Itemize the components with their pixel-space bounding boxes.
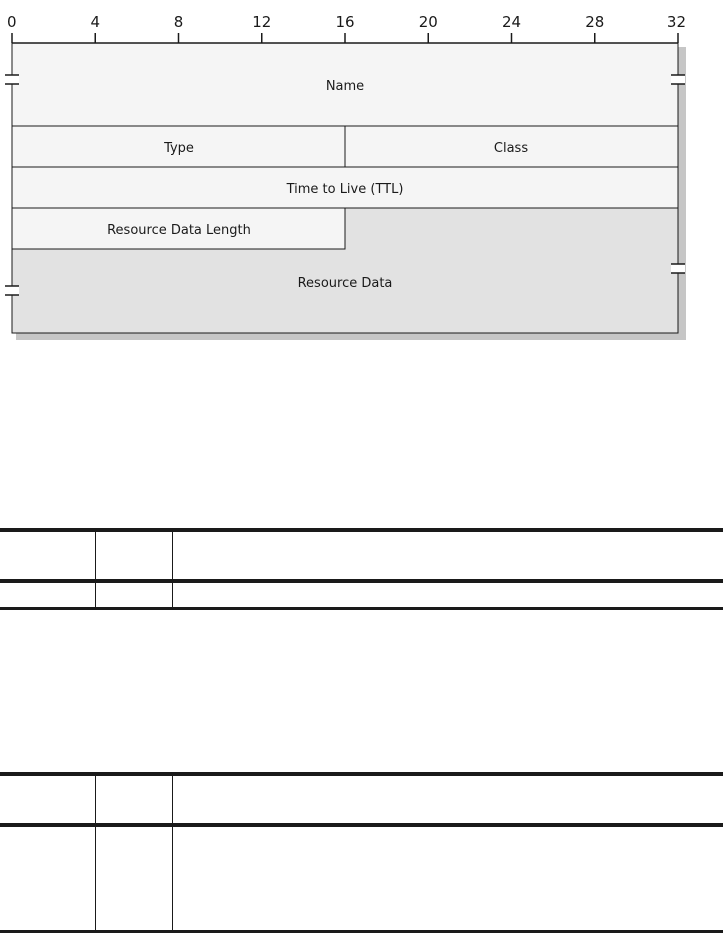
bit-tick-label: 20 (418, 13, 438, 31)
table-cell (0, 825, 96, 932)
table-header-cell (96, 774, 173, 825)
break-mark-rdata-left (5, 286, 19, 295)
bit-tick-label: 24 (501, 13, 522, 31)
table-cell (173, 825, 723, 932)
field-name-label: Name (325, 79, 365, 94)
field-class-label: Class (493, 141, 529, 156)
bit-tick-labels (7, 13, 686, 31)
break-mark-name-right (671, 75, 685, 84)
table-header-cell (173, 530, 723, 581)
field-ttl-label: Time to Live (TTL) (286, 182, 404, 197)
table-header-cell (173, 774, 723, 825)
bit-tick-label: 16 (335, 13, 355, 31)
bit-tick-label: 0 (7, 13, 17, 31)
field-rdata-label: Resource Data (297, 276, 393, 291)
table-cell (96, 581, 173, 609)
table-row (0, 825, 723, 932)
bit-tick-label: 4 (90, 13, 101, 31)
field-table-2 (0, 772, 723, 933)
break-mark-rdata-right (671, 264, 685, 273)
table-header-row (0, 774, 723, 825)
table-cell (0, 581, 96, 609)
bit-tick-label: 8 (173, 13, 184, 31)
break-mark-name-left (5, 75, 19, 84)
field-rdlength-label: Resource Data Length (107, 223, 251, 238)
table-cell (173, 581, 723, 609)
bit-tick-label: 32 (666, 13, 686, 31)
table-header-cell (0, 774, 96, 825)
field-type-label: Type (164, 141, 194, 156)
table-cell (96, 825, 173, 932)
table-header-cell (96, 530, 173, 581)
bit-tick-label: 28 (585, 13, 605, 31)
table-header-cell (0, 530, 96, 581)
resource-record-format-diagram (0, 0, 723, 345)
field-table-1 (0, 528, 723, 610)
bit-ticks (12, 33, 678, 43)
table-header-row (0, 530, 723, 581)
bit-tick-label: 12 (252, 13, 272, 31)
table-row (0, 581, 723, 609)
